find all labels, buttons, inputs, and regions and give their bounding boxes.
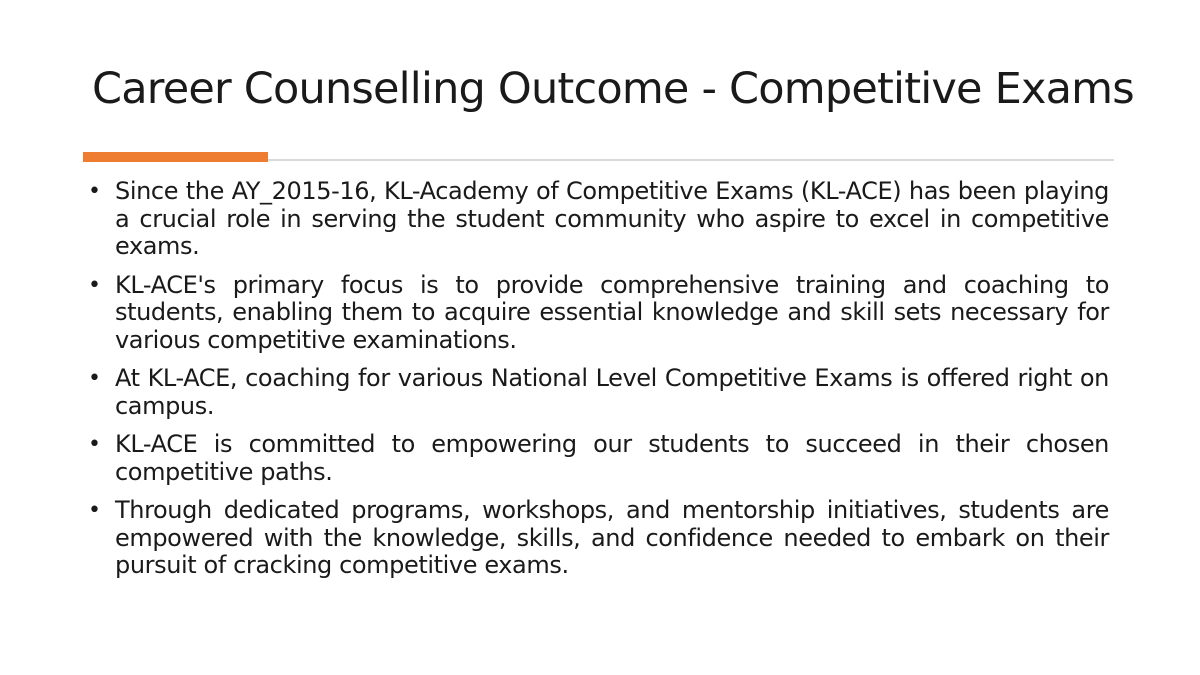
bullet-item xyxy=(88,178,1109,261)
bullet-item xyxy=(88,497,1109,580)
bullet-text: At KL-ACE, coaching for various National Level Competitive Exams is offered right on campus. xyxy=(115,364,1109,420)
bullet-text: KL-ACE is committed to empowering our students to succeed in their chosen competitive paths. xyxy=(115,430,1109,486)
bullet-dot-icon: • xyxy=(88,432,101,457)
bullet-item xyxy=(88,365,1109,420)
bullet-list xyxy=(88,178,1109,591)
title-accent-bar xyxy=(83,152,268,162)
slide-title: Career Counselling Outcome - Competitive Exams xyxy=(92,64,1134,114)
bullet-text: KL-ACE's primary focus is to provide comprehensive training and coaching to students, enabling them to acquire essential knowledge and skill sets necessary for various competitive examinations. xyxy=(115,270,1109,354)
bullet-dot-icon: • xyxy=(88,366,101,391)
bullet-text: Since the AY_2015-16, KL-Academy of Competitive Exams (KL-ACE) has been playing a crucial role in serving the student community who aspire to excel in competitive exams. xyxy=(115,177,1109,260)
bullet-dot-icon: • xyxy=(88,498,101,523)
title-divider xyxy=(268,159,1114,161)
bullet-item xyxy=(88,272,1109,355)
bullet-item xyxy=(88,431,1109,486)
bullet-dot-icon: • xyxy=(88,179,101,204)
bullet-text: Through dedicated programs, workshops, and mentorship initiatives, students are empowered with the knowledge, skills, and confidence needed to embark on their pursuit of cracking competitive exams. xyxy=(115,496,1109,579)
bullet-dot-icon: • xyxy=(88,272,101,298)
